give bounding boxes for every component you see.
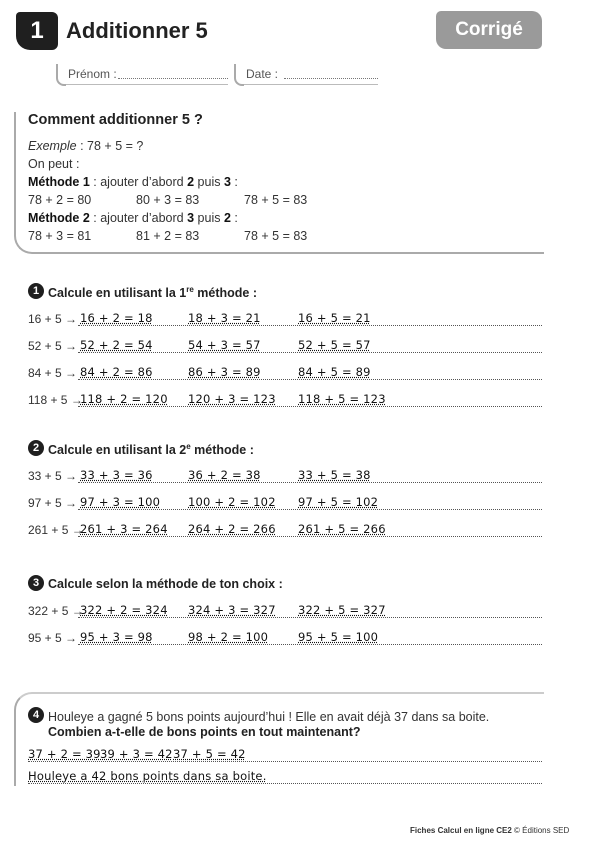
answer: 33 + 5 = 38 [298, 468, 371, 482]
footer-copyright: © Éditions SED [511, 826, 570, 835]
row-label: 84 + 5 → [28, 366, 78, 380]
row-label: 52 + 5 → [28, 339, 78, 353]
exercise-number: 4 [28, 707, 44, 723]
answer: 36 + 2 = 38 [188, 468, 261, 482]
exercise-number: 2 [28, 440, 44, 456]
exercise-1-title [48, 285, 257, 300]
answer: 33 + 3 = 36 [80, 468, 153, 482]
page-title: Additionner 5 [66, 18, 208, 43]
answer: 120 + 3 = 123 [188, 392, 276, 406]
dotted-line [28, 761, 542, 762]
footer [410, 826, 569, 835]
date-label: Date : [246, 67, 279, 81]
exercise-title-text: Calcule en utilisant la 2 [48, 443, 187, 458]
answer: 52 + 2 = 54 [80, 338, 153, 352]
row-label: 16 + 5 → [28, 312, 78, 326]
example-label: Exemple [28, 139, 77, 153]
first-name-field[interactable] [64, 64, 228, 85]
dotted-line [78, 379, 542, 380]
method2-text: puis [194, 211, 224, 225]
exercise-row[interactable] [28, 391, 542, 407]
method1-step: 78 + 5 = 83 [244, 193, 308, 207]
method2-line [28, 211, 238, 225]
example-line [28, 139, 143, 153]
date-dots [284, 78, 378, 79]
first-name-label: Prénom : [68, 67, 117, 81]
dotted-line [28, 783, 542, 784]
exercise-title-sup: re [186, 285, 194, 294]
method1-line [28, 175, 238, 189]
problem-sentence-row[interactable] [28, 768, 542, 784]
answer: 86 + 3 = 89 [188, 365, 261, 379]
answer: 95 + 3 = 98 [80, 630, 153, 644]
method1-n2: 3 [223, 175, 231, 189]
lesson-number: 1 [16, 12, 58, 50]
dotted-line [78, 406, 542, 407]
answer: 39 + 3 = 42 [100, 747, 173, 761]
answer: 18 + 3 = 21 [188, 311, 261, 325]
field-bracket [56, 64, 66, 86]
problem-question: Combien a-t-elle de bons points en tout maintenant? [48, 725, 361, 739]
method2-step: 81 + 2 = 83 [136, 229, 200, 243]
exercise-title-text: Calcule en utilisant la 1 [48, 286, 187, 301]
answer: 98 + 2 = 100 [188, 630, 269, 644]
exercise-row[interactable] [28, 521, 542, 537]
answer: 16 + 5 = 21 [298, 311, 371, 325]
answer: 261 + 3 = 264 [80, 522, 168, 536]
answer: 97 + 5 = 102 [298, 495, 379, 509]
answer: 261 + 5 = 266 [298, 522, 386, 536]
exercise-title-text: méthode : [193, 286, 258, 301]
answer: 324 + 3 = 327 [188, 603, 276, 617]
problem-statement: Houleye a gagné 5 bons points aujourd’hui ! Elle en avait déjà 37 dans sa boite. [48, 710, 490, 724]
exercise-number: 3 [28, 575, 44, 591]
answer: 322 + 5 = 327 [298, 603, 386, 617]
problem-calc-row[interactable] [28, 746, 542, 762]
method2-step: 78 + 3 = 81 [28, 229, 92, 243]
dotted-line [78, 509, 542, 510]
exercise-row[interactable] [28, 629, 542, 645]
exercise-row[interactable] [28, 364, 542, 380]
exercise-row[interactable] [28, 467, 542, 483]
exercise-row[interactable] [28, 602, 542, 618]
exercise-title-text: méthode : [190, 443, 254, 458]
method1-text: : [230, 175, 238, 189]
answer: 37 + 2 = 39 [28, 747, 101, 761]
answer: 16 + 2 = 18 [80, 311, 153, 325]
method2-label: Méthode 2 [28, 211, 90, 225]
dotted-line [78, 482, 542, 483]
method1-text: : ajouter d’abord [89, 175, 188, 189]
answer: 84 + 5 = 89 [298, 365, 371, 379]
answer: 52 + 5 = 57 [298, 338, 371, 352]
answer: 100 + 2 = 102 [188, 495, 276, 509]
answer: 37 + 5 = 42 [173, 747, 246, 761]
answer: 54 + 3 = 57 [188, 338, 261, 352]
dotted-line [78, 325, 542, 326]
answer: 84 + 2 = 86 [80, 365, 153, 379]
dotted-line [78, 644, 542, 645]
method1-text: puis [194, 175, 224, 189]
method2-n1: 3 [187, 211, 195, 225]
answer: 95 + 5 = 100 [298, 630, 379, 644]
method2-text: : ajouter d’abord [89, 211, 188, 225]
method2-step: 78 + 5 = 83 [244, 229, 308, 243]
dotted-line [78, 352, 542, 353]
row-label: 118 + 5 → [28, 393, 83, 407]
method1-n1: 2 [187, 175, 195, 189]
method1-step: 80 + 3 = 83 [136, 193, 200, 207]
rule-title: Comment additionner 5 ? [28, 112, 203, 128]
answer: 322 + 2 = 324 [80, 603, 168, 617]
exercise-row[interactable] [28, 310, 542, 326]
answer: 118 + 5 = 123 [298, 392, 386, 406]
answer-sentence: Houleye a 42 bons points dans sa boite. [28, 769, 267, 783]
method1-label: Méthode 1 [28, 175, 90, 189]
row-label: 97 + 5 → [28, 496, 78, 510]
corrige-badge: Corrigé [436, 11, 542, 49]
answer: 97 + 3 = 100 [80, 495, 161, 509]
row-label: 95 + 5 → [28, 631, 78, 645]
intro-line: On peut : [28, 157, 80, 171]
exercise-3-title: Calcule selon la méthode de ton choix : [48, 577, 283, 591]
row-label: 322 + 5 → [28, 604, 84, 618]
exercise-2-title [48, 442, 254, 457]
example-text: : 78 + 5 = ? [76, 139, 144, 153]
exercise-row[interactable] [28, 494, 542, 510]
first-name-dots [118, 78, 228, 79]
dotted-line [78, 536, 542, 537]
date-field[interactable] [242, 64, 378, 85]
exercise-row[interactable] [28, 337, 542, 353]
field-bracket [234, 64, 244, 86]
footer-series: Fiches Calcul en ligne CE2 [410, 826, 512, 835]
method1-step: 78 + 2 = 80 [28, 193, 92, 207]
dotted-line [78, 617, 542, 618]
exercise-title-sup: e [186, 442, 191, 451]
row-label: 261 + 5 → [28, 523, 84, 537]
method2-text: : [230, 211, 238, 225]
answer: 264 + 2 = 266 [188, 522, 276, 536]
row-label: 33 + 5 → [28, 469, 78, 483]
answer: 118 + 2 = 120 [80, 392, 168, 406]
method2-n2: 2 [223, 211, 231, 225]
exercise-number: 1 [28, 283, 44, 299]
